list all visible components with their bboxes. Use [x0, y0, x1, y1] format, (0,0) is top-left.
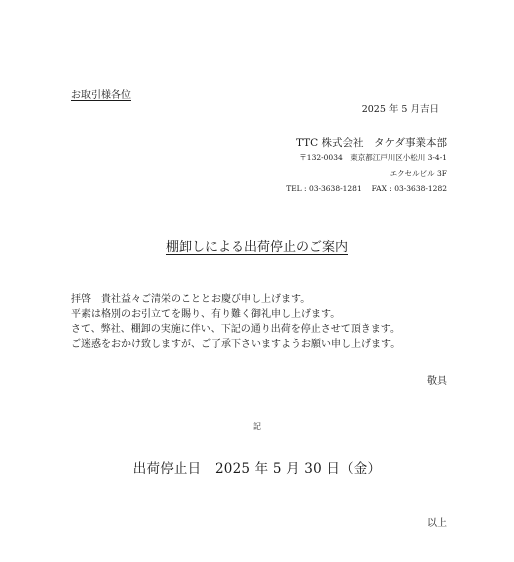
end-marker: 以上: [427, 518, 447, 529]
document-title: 棚卸しによる出荷停止のご案内: [165, 240, 348, 255]
closing-phrase: 敬具: [427, 376, 447, 387]
body-line: 拝啓 貴社益々ご清栄のこととお慶び申し上げます。: [71, 294, 311, 305]
body-line: さて、弊社、棚卸の実施に伴い、下記の通り出荷を停止させて頂きます。: [71, 324, 400, 335]
sender-building: エクセルビル 3F: [389, 169, 447, 178]
document-title-wrap: [0, 236, 514, 255]
ki-marker: 記: [253, 422, 261, 431]
recipient-line: お取引様各位: [71, 90, 131, 101]
document-date: 2025 年 5 月吉日: [361, 104, 439, 115]
sender-contact: TEL : 03-3638-1281 FAX : 03-3638-1282: [286, 184, 447, 193]
stop-date-line: 出荷停止日 2025 年 5 月 30 日（金）: [132, 461, 382, 477]
body-line: 平素は格別のお引立てを賜り、有り難く御礼申し上げます。: [71, 309, 341, 320]
sender-address: 〒132-0034 東京都江戸川区小松川 3-4-1: [299, 153, 447, 162]
sender-company: TTC 株式会社 タケダ事業本部: [295, 137, 447, 149]
body-line: ご迷惑をおかけ致しますが、ご了承下さいますようお願い申し上げます。: [71, 339, 401, 350]
letter-body: [71, 292, 400, 352]
